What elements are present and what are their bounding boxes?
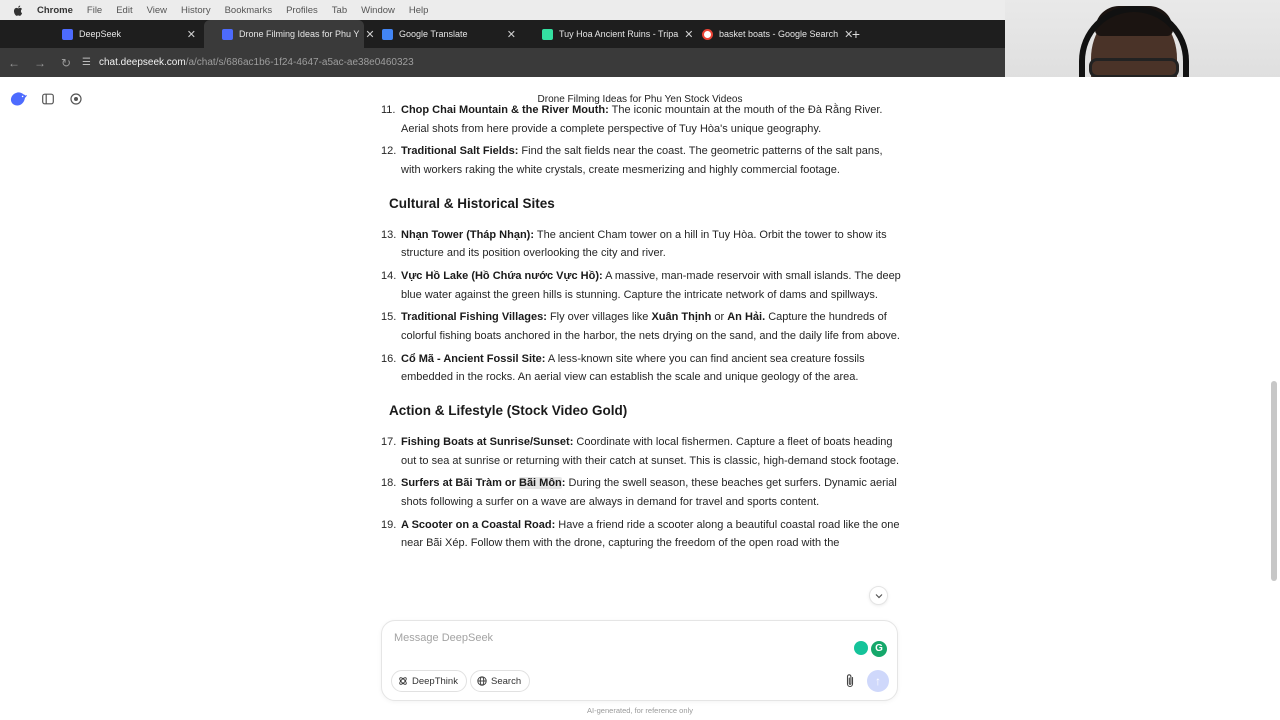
tab-label: DeepSeek [79, 29, 122, 39]
webcam-glasses [1089, 58, 1179, 78]
grammarly-suggestion-icon[interactable] [854, 641, 868, 655]
chevron-down-icon [875, 593, 883, 599]
item-title: Traditional Fishing Villages: [401, 311, 547, 324]
item-title: Vực Hồ Lake (Hồ Chứa nước Vực Hồ): [401, 269, 603, 282]
close-icon[interactable]: ✕ [844, 28, 854, 41]
send-button[interactable] [867, 670, 889, 692]
page-scrollbar[interactable] [1271, 381, 1277, 581]
item-body: The ancient Cham tower on a hill in Tuy Hòa. Orbit the tower to show its structure and its position overlooking the city and river. [401, 228, 887, 260]
browser-toolbar [0, 48, 1005, 77]
menu-file[interactable]: File [86, 4, 103, 16]
ai-disclaimer: AI-generated, for reference only [587, 706, 693, 715]
atom-icon [398, 676, 408, 686]
item-body: A massive, man-made reservoir with small islands. The deep blue water against the green hills is stunning. Capture the intricate network of dams and spillways. [401, 269, 901, 301]
tab-label: basket boats - Google Search [719, 29, 839, 39]
item-title: Nhạn Tower (Tháp Nhạn): [401, 228, 535, 241]
list-item [381, 267, 901, 304]
deepseek-app [0, 77, 1280, 720]
list-item [381, 474, 901, 511]
list-text [401, 226, 901, 263]
list-item [381, 433, 901, 470]
item-body: Fly over villages like [546, 311, 652, 324]
item-body: Find the salt fields near the coast. The geometric patterns of the salt pans, with workers raking the white crystals, create mesmerizing and highly commercial footage. [401, 145, 883, 177]
menu-window[interactable]: Window [361, 4, 395, 16]
menu-history[interactable]: History [181, 4, 211, 16]
google-icon [702, 29, 713, 40]
menu-help[interactable]: Help [408, 4, 429, 16]
paperclip-icon[interactable] [843, 673, 857, 689]
list-item [381, 350, 901, 387]
list-number: 17. [381, 435, 397, 448]
item-body: or [711, 311, 728, 324]
tab-google-translate[interactable] [364, 20, 524, 48]
item-body: Have a friend ride a scooter along a beautiful coastal road like the one near Bãi Xép. Follow them with the drone, capturing the freedom of the open road with the [401, 518, 900, 550]
tab-tripadvisor[interactable] [524, 20, 694, 48]
deepthink-button[interactable] [391, 670, 467, 692]
translate-icon [382, 29, 393, 40]
tab-label: Drone Filming Ideas for Phu Y [239, 29, 360, 39]
scroll-to-bottom-button[interactable] [869, 586, 888, 605]
message-composer[interactable] [381, 620, 898, 701]
list-number: 18. [381, 477, 397, 490]
list-text [401, 350, 901, 387]
item-body: The iconic mountain at the mouth of the Đà Rằng River. Aerial shots from here provide a complete perspective of Tuy Hòa's unique geography. [401, 104, 883, 135]
item-title: Surfers at Bãi Tràm or [401, 477, 519, 490]
highlighted-text: Bãi Môn [519, 477, 562, 490]
list-number: 12. [381, 145, 397, 158]
url-path: /a/chat/s/686ac1b6-1f24-4647-a5ac-ae38e0460323 [185, 57, 414, 68]
item-title-colon: : [561, 477, 566, 490]
menu-profiles[interactable]: Profiles [286, 4, 318, 16]
list-text [401, 267, 901, 304]
close-icon[interactable]: ✕ [186, 28, 196, 41]
list-top [381, 101, 901, 180]
new-tab-button[interactable]: + [851, 26, 861, 42]
list-item [381, 516, 901, 553]
item-body: A less-known site where you can find ancient sea creature fossils embedded in the rocks. An aerial view can establish the scale and unique geology of the area. [401, 352, 865, 384]
search-label: Search [491, 675, 522, 687]
forward-arrow-icon[interactable]: → [34, 55, 46, 70]
globe-icon [477, 676, 487, 686]
tripadvisor-icon [542, 29, 553, 40]
list-number: 19. [381, 518, 397, 531]
message-input[interactable]: Message DeepSeek [394, 632, 494, 644]
list-number: 13. [381, 228, 397, 241]
list-text [401, 142, 901, 179]
deepseek-icon [222, 29, 233, 40]
menu-bookmarks[interactable]: Bookmarks [224, 4, 273, 16]
tab-label: Tuy Hoa Ancient Ruins - Tripa [559, 29, 679, 39]
list-item [381, 226, 901, 263]
reload-icon[interactable]: ↻ [60, 55, 72, 70]
back-arrow-icon[interactable]: ← [8, 55, 20, 70]
list-item [381, 142, 901, 179]
list-item [381, 101, 901, 138]
list-text [401, 433, 901, 470]
list-text [401, 308, 901, 345]
deepthink-label: DeepThink [412, 675, 458, 687]
item-body: During the swell season, these beaches get surfers. Dynamic aerial shots following a surfer on a wave are always in demand for travel and sports content. [401, 477, 897, 508]
list-item [381, 308, 901, 345]
close-icon[interactable]: ✕ [365, 28, 375, 41]
item-title: A Scooter on a Coastal Road: [401, 518, 556, 531]
village-name: An Hải. [727, 311, 766, 324]
menu-tab[interactable]: Tab [331, 4, 348, 16]
tab-drone-filming[interactable] [204, 20, 375, 48]
list-number: 14. [381, 269, 397, 282]
tab-google-search[interactable] [684, 20, 854, 48]
browser-tabbar [0, 20, 1005, 48]
arrow-up-icon: ↑ [875, 674, 881, 688]
menubar-app-name[interactable]: Chrome [37, 4, 73, 16]
item-title: Chop Chai Mountain & the River Mouth: [401, 104, 609, 116]
section-heading-cultural: Cultural & Historical Sites [389, 195, 555, 211]
chat-title: Drone Filming Ideas for Phu Yen Stock Videos [537, 94, 743, 105]
item-body: Capture the hundreds of colorful fishing boats anchored in the harbor, the nets drying on the sand, and the daily life from above. [401, 311, 900, 343]
apple-icon[interactable] [13, 5, 23, 16]
list-number: 11. [381, 104, 396, 116]
item-title: Traditional Salt Fields: [401, 145, 519, 158]
list-number: 16. [381, 352, 397, 365]
close-icon[interactable]: ✕ [684, 28, 694, 41]
menu-view[interactable]: View [146, 4, 168, 16]
tab-deepseek[interactable] [44, 20, 204, 48]
deepseek-icon [62, 29, 73, 40]
tab-label: Google Translate [399, 29, 468, 39]
item-body: Coordinate with local fishermen. Capture a fleet of boats heading out to sea at sunrise or returning with their catch at sunset. This is classic, high-demand stock footage. [401, 435, 900, 467]
list-text [401, 516, 901, 553]
site-settings-icon[interactable]: ☰ [82, 57, 91, 68]
list-number: 15. [381, 311, 397, 324]
grammarly-icon[interactable]: G [871, 641, 887, 657]
menu-edit[interactable]: Edit [116, 4, 133, 16]
close-icon[interactable]: ✕ [506, 28, 516, 41]
section-heading-action: Action & Lifestyle (Stock Video Gold) [389, 403, 628, 419]
list-text [401, 101, 901, 138]
grammarly-widget[interactable] [854, 641, 887, 657]
chat-message-content [381, 104, 901, 621]
item-title: Cổ Mã - Ancient Fossil Site: [401, 352, 546, 365]
list-text [401, 474, 901, 511]
village-name: Xuân Thịnh [651, 311, 712, 324]
search-button[interactable] [470, 670, 530, 692]
url-host: chat.deepseek.com [98, 57, 186, 68]
item-title: Fishing Boats at Sunrise/Sunset: [401, 435, 574, 448]
address-bar[interactable] [82, 57, 414, 68]
